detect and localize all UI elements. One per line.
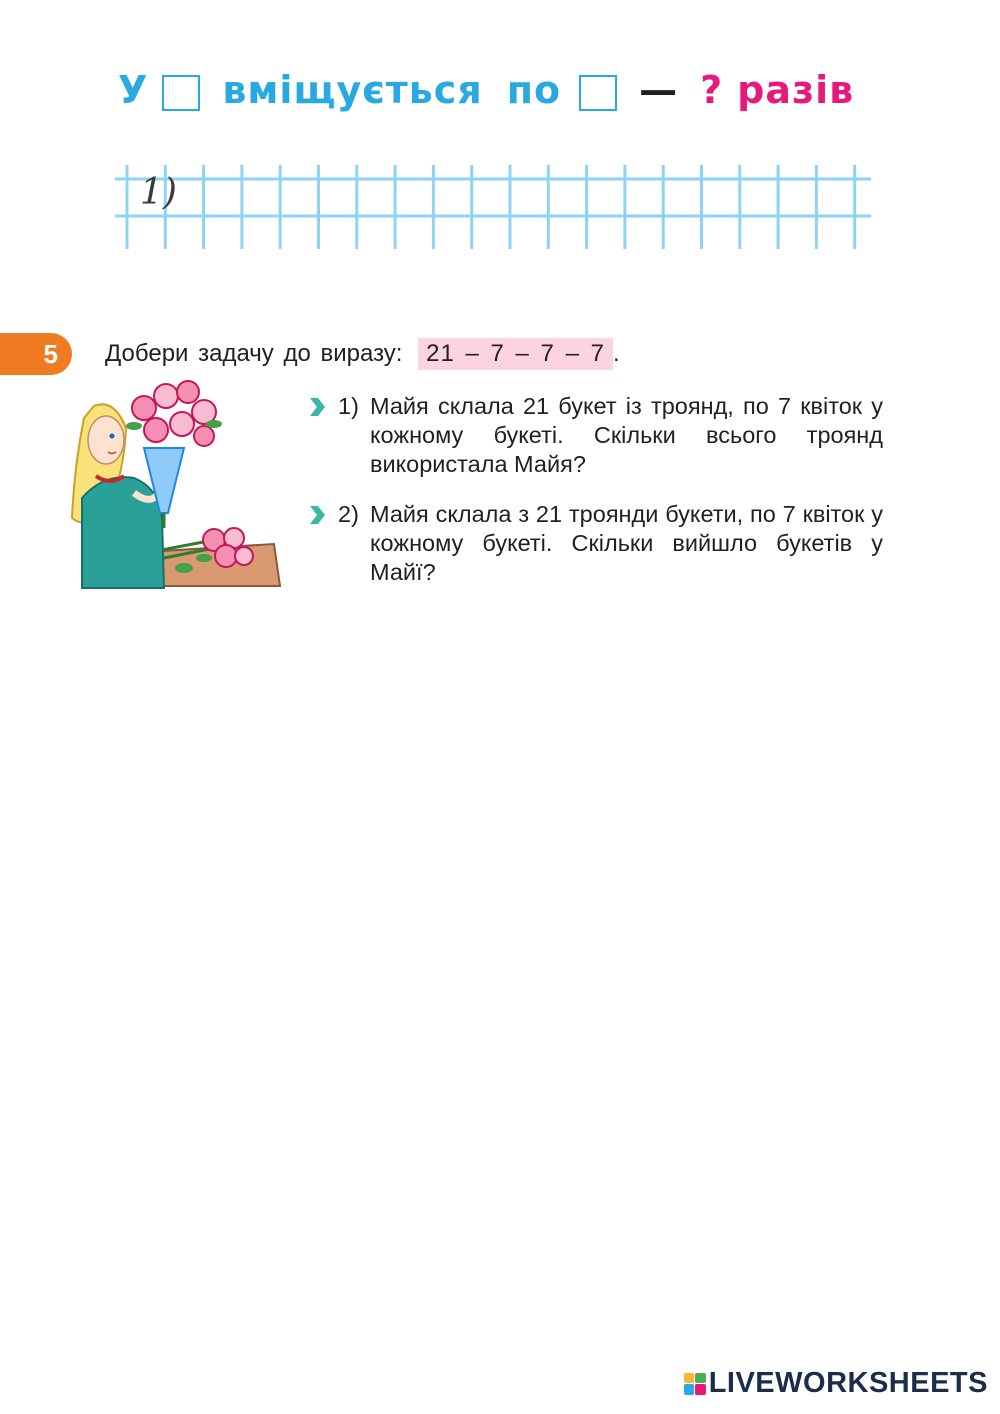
option-2[interactable] <box>308 500 883 587</box>
task-number-badge: 5 <box>0 333 72 375</box>
header-formula <box>118 62 854 118</box>
word-u: У <box>118 68 149 112</box>
liveworksheets-logo <box>684 1367 988 1400</box>
task-prompt-line <box>105 338 620 370</box>
option-number: 1) <box>338 393 359 419</box>
expression-highlight: 21 – 7 – 7 – 7 <box>418 338 613 370</box>
writing-grid[interactable] <box>115 165 871 249</box>
logo-icon <box>684 1373 706 1395</box>
word-fits: вміщується <box>222 68 483 112</box>
word-po: по <box>506 68 562 112</box>
chevron-right-icon <box>308 396 326 418</box>
logo-text: LIVEWORKSHEETS <box>708 1367 988 1399</box>
task-prompt: Добери задачу до виразу: <box>105 340 403 367</box>
option-1[interactable] <box>308 392 883 479</box>
end-punct: . <box>612 340 620 367</box>
word-times: разів <box>737 68 855 112</box>
girl-with-roses-illustration <box>64 378 284 590</box>
answer-options <box>308 392 883 608</box>
option-text: Майя склала з 21 троянди букети, по 7 квіток у кожному букеті. Скільки вийшло букетів у Майї? <box>370 501 883 585</box>
option-text: Майя склала 21 букет із троянд, по 7 квіток у кожному букеті. Скільки всього троянд використала Майя? <box>370 393 883 477</box>
dash-symbol: — <box>639 68 679 112</box>
option-number: 2) <box>338 501 359 527</box>
handwritten-mark: 1) <box>140 172 177 213</box>
chevron-right-icon <box>308 504 326 526</box>
answer-box-2[interactable] <box>579 75 617 111</box>
question-mark: ? <box>700 68 724 112</box>
answer-box-1[interactable] <box>162 75 200 111</box>
